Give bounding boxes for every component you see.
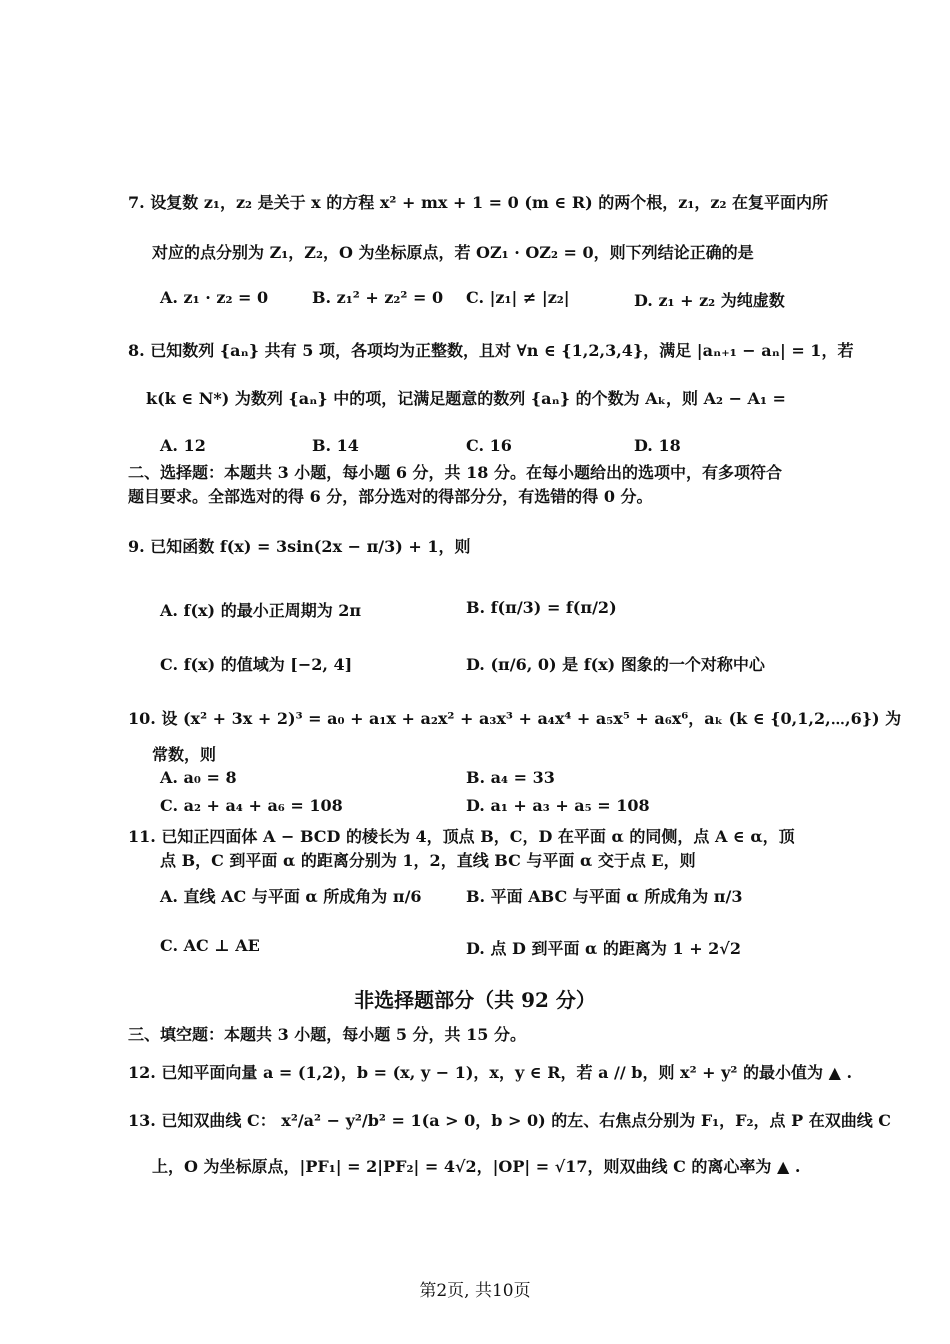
q10-line-1: 10. 设 (x² + 3x + 2)³ = a₀ + a₁x + a₂x² + a₃x³ + a₄x⁴ + a₅x⁵ + a₆x⁶，aₖ (k ∈ {0,1,2,⋯,6}) 为 <box>128 709 902 728</box>
q7-line-1: 7. 设复数 z₁，z₂ 是关于 x 的方程 x² + mx + 1 = 0 (m ∈ R) 的两个根，z₁，z₂ 在复平面内所 <box>128 193 829 212</box>
q9-option-d: D. (π/6, 0) 是 f(x) 图象的一个对称中心 <box>466 655 765 674</box>
q9-option-b: B. f(π/3) = f(π/2) <box>466 598 617 617</box>
q11-option-a: A. 直线 AC 与平面 α 所成角为 π/6 <box>160 887 422 906</box>
section-2-line-2: 题目要求。全部选对的得 6 分，部分选对的得部分分，有选错的得 0 分。 <box>128 487 653 506</box>
q10-option-d: D. a₁ + a₃ + a₅ = 108 <box>466 796 650 815</box>
q10-option-a: A. a₀ = 8 <box>160 768 237 787</box>
q10-line-2: 常数，则 <box>152 745 217 764</box>
q11-option-c: C. AC ⊥ AE <box>160 936 260 955</box>
q8-option-c: C. 16 <box>466 436 512 455</box>
part-2-title: 非选择题部分（共 92 分） <box>354 988 596 1012</box>
q7-option-b: B. z₁² + z₂² = 0 <box>312 288 444 307</box>
q11-line-2: 点 B，C 到平面 α 的距离分别为 1，2，直线 BC 与平面 α 交于点 E，则 <box>160 851 696 870</box>
q11-option-d: D. 点 D 到平面 α 的距离为 1 + 2√2 <box>466 939 741 958</box>
q9-option-a: A. f(x) 的最小正周期为 2π <box>160 601 362 620</box>
q7-option-c: C. |z₁| ≠ |z₂| <box>466 288 570 307</box>
q9-option-c: C. f(x) 的值域为 [−2, 4] <box>160 655 353 674</box>
question-12: 12. 已知平面向量 a = (1,2)，b = (x, y − 1)，x，y ∈ R，若 a // b，则 x² + y² 的最小值为 ▲ . <box>128 1063 853 1082</box>
q13-line-1: 13. 已知双曲线 C： x²/a² − y²/b² = 1(a > 0，b > 0) 的左、右焦点分别为 F₁，F₂，点 P 在双曲线 C <box>128 1111 892 1130</box>
q8-line-1: 8. 已知数列 {aₙ} 共有 5 项，各项均为正整数，且对 ∀n ∈ {1,2,3,4}，满足 |aₙ₊₁ − aₙ| = 1，若 <box>128 341 854 360</box>
q7-line-2: 对应的点分别为 Z₁，Z₂，O 为坐标原点，若 OZ₁ · OZ₂ = 0，则下列结论正确的是 <box>152 243 754 262</box>
q11-option-b: B. 平面 ABC 与平面 α 所成角为 π/3 <box>466 887 743 906</box>
q11-line-1: 11. 已知正四面体 A − BCD 的棱长为 4，顶点 B，C，D 在平面 α 的同侧，点 A ∈ α，顶 <box>128 827 795 846</box>
q10-option-c: C. a₂ + a₄ + a₆ = 108 <box>160 796 343 815</box>
q8-option-d: D. 18 <box>634 436 681 455</box>
q7-option-d: D. z₁ + z₂ 为纯虚数 <box>634 291 785 310</box>
q7-option-a: A. z₁ · z₂ = 0 <box>160 288 269 307</box>
q8-option-b: B. 14 <box>312 436 359 455</box>
section-3-header: 三、填空题：本题共 3 小题，每小题 5 分，共 15 分。 <box>128 1025 526 1044</box>
q13-line-2: 上，O 为坐标原点，|PF₁| = 2|PF₂| = 4√2，|OP| = √17，则双曲线 C 的离心率为 ▲ . <box>152 1157 801 1176</box>
page-footer: 第2页, 共10页 <box>419 1281 531 1301</box>
q8-option-a: A. 12 <box>160 436 206 455</box>
q10-option-b: B. a₄ = 33 <box>466 768 555 787</box>
q8-line-2: k(k ∈ N*) 为数列 {aₙ} 中的项，记满足题意的数列 {aₙ} 的个数为 Aₖ，则 A₂ − A₁ = <box>146 389 786 408</box>
q9-stem: 9. 已知函数 f(x) = 3sin(2x − π/3) + 1，则 <box>128 537 471 556</box>
section-2-line-1: 二、选择题：本题共 3 小题，每小题 6 分，共 18 分。在每小题给出的选项中，有多项符合 <box>128 463 782 482</box>
